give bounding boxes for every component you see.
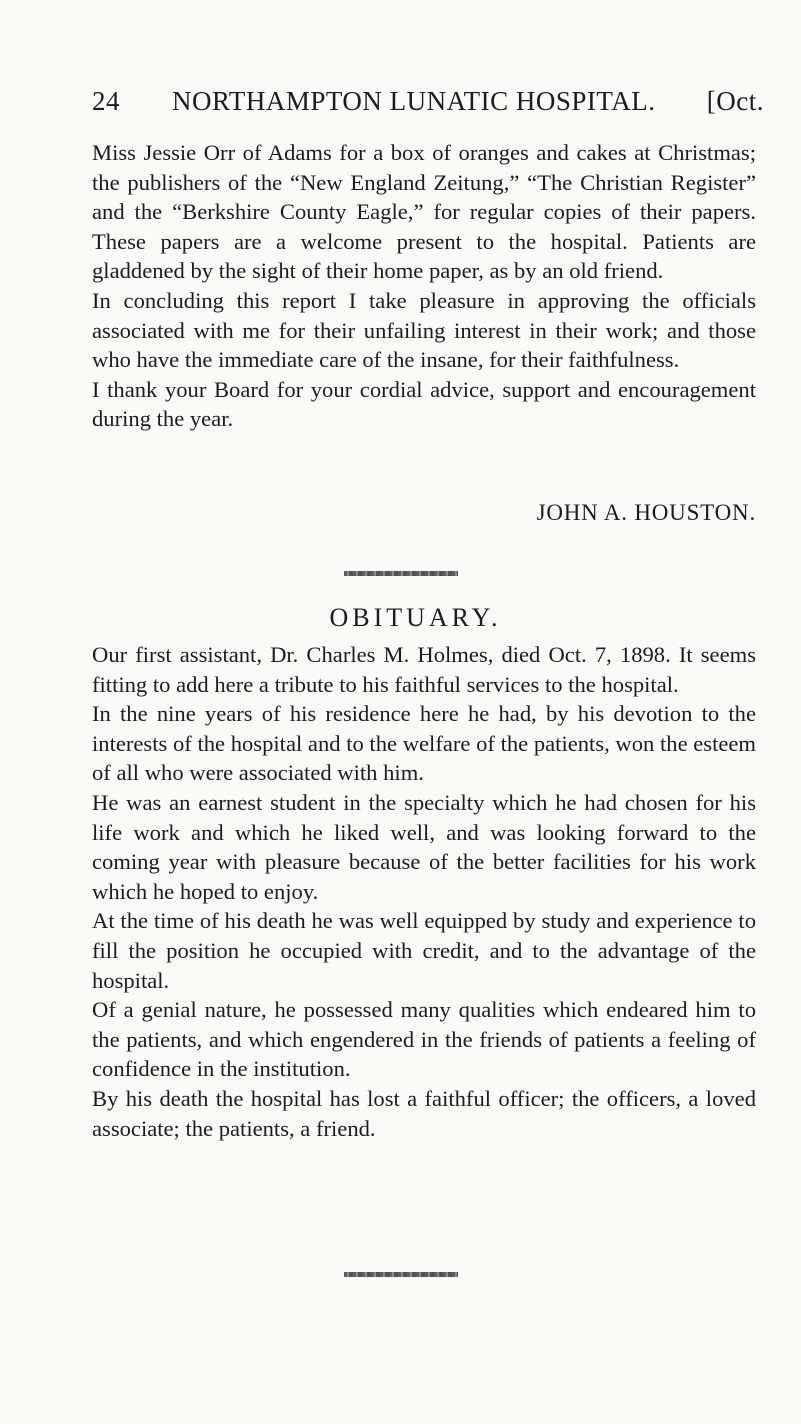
paragraph: Of a genial nature, he possessed many qualities which endeared him to the patients, and which engendered in the friends of patients a feeling of confidence in the institution.	[92, 997, 756, 1082]
page-header	[92, 86, 764, 122]
paragraph: I thank your Board for your cordial advice, support and encouragement during the year.	[92, 376, 756, 432]
header-date: [Oct.	[706, 86, 764, 116]
obituary-text	[92, 640, 756, 1143]
paragraph: Miss Jessie Orr of Adams for a box of oranges and cakes at Christmas; the publishers of the “New England Zeitung,” “The Christian Register” and the “Berkshire County Eagle,” for regular copies of their papers. These papers are a welcome present to the hospital. Patients are gladdened by the sight of their home paper, as by an old friend.	[92, 140, 756, 284]
paragraph: He was an earnest student in the specialty which he had chosen for his life work and which he liked well, and was looking forward to the coming year with pleasure because of the better facilities for his work which he hoped to enjoy.	[92, 789, 756, 904]
section-heading: OBITUARY.	[329, 603, 502, 632]
end-divider	[344, 1272, 458, 1277]
page-number: 24	[92, 86, 120, 116]
report-conclusion	[92, 138, 756, 434]
paragraph: By his death the hospital has lost a faithful officer; the officers, a loved associate; the patients, a friend.	[92, 1085, 756, 1141]
paragraph: At the time of his death he was well equipped by study and experience to fill the position he occupied with credit, and to the advantage of the hospital.	[92, 908, 756, 993]
section-divider	[344, 571, 458, 576]
paragraph: In concluding this report I take pleasure in approving the officials associated with me for their unfailing interest in their work; and those who have the immediate care of the insane, for their faithfulness.	[92, 287, 756, 373]
running-title: NORTHAMPTON LUNATIC HOSPITAL.	[172, 86, 656, 116]
signature: JOHN A. HOUSTON.	[536, 500, 756, 525]
paragraph: In the nine years of his residence here he had, by his devotion to the interests of the hospital and to the welfare of the patients, won the esteem of all who were associated with him.	[92, 701, 756, 786]
paragraph: Our first assistant, Dr. Charles M. Holmes, died Oct. 7, 1898. It seems fitting to add here a tribute to his faithful services to the hospital.	[92, 642, 756, 697]
